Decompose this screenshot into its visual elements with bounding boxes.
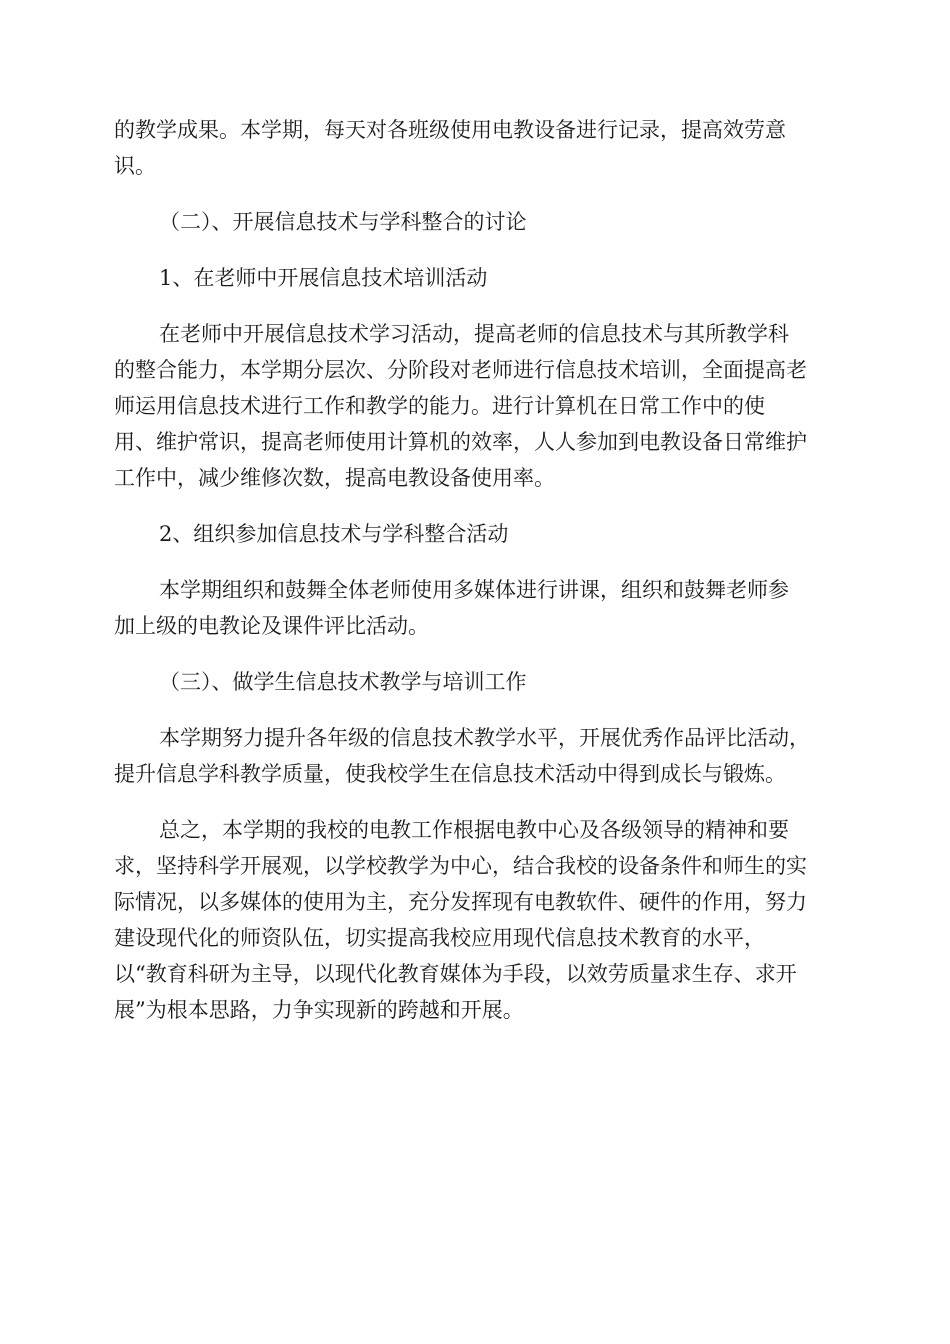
document-page <box>114 112 836 1028</box>
paragraph-item-2 <box>114 572 836 644</box>
paragraph-item-1 <box>114 316 836 496</box>
item-heading-1 <box>114 260 836 296</box>
text-line: 总之，本学期的我校的电教工作根据电教中心及各级领导的精神和要 <box>159 818 789 842</box>
paragraph-summary <box>114 812 836 1028</box>
text-line: 的整合能力，本学期分层次、分阶段对老师进行信息技术培训，全面提高老 <box>114 358 807 382</box>
text-line: 展”为根本思路，力争实现新的跨越和开展。 <box>114 998 524 1022</box>
text-line: （二）、开展信息技术与学科整合的讨论 <box>159 210 527 234</box>
text-line: 在老师中开展信息技术学习活动，提高老师的信息技术与其所教学科 <box>159 322 789 346</box>
text-line: 师运用信息技术进行工作和教学的能力。进行计算机在日常工作中的使 <box>114 394 765 418</box>
text-line: 识。 <box>114 154 156 178</box>
text-line: 2、组织参加信息技术与学科整合活动 <box>159 522 509 546</box>
text-line: 本学期组织和鼓舞全体老师使用多媒体进行讲课，组织和鼓舞老师参 <box>159 578 789 602</box>
section-heading-3 <box>114 664 836 700</box>
paragraph-continuation <box>114 112 836 184</box>
text-line: 1、在老师中开展信息技术培训活动 <box>159 266 488 290</box>
text-line: 的教学成果。本学期，每天对各班级使用电教设备进行记录，提高效劳意 <box>114 118 786 142</box>
text-line: 以“教育科研为主导，以现代化教育媒体为手段，以效劳质量求生存、求开 <box>114 962 797 986</box>
text-line: 求，坚持科学开展观，以学校教学为中心，结合我校的设备条件和师生的实 <box>114 854 807 878</box>
item-heading-2 <box>114 516 836 552</box>
section-heading-2 <box>114 204 836 240</box>
text-line: 加上级的电教论及课件评比活动。 <box>114 614 429 638</box>
text-line: 建设现代化的师资队伍，切实提高我校应用现代信息技术教育的水平， <box>114 926 765 950</box>
text-line: 用、维护常识，提高老师使用计算机的效率，人人参加到电教设备日常维护 <box>114 430 807 454</box>
text-line: （三）、做学生信息技术教学与培训工作 <box>159 670 527 694</box>
paragraph-section-3 <box>114 720 836 792</box>
text-line: 工作中，减少维修次数，提高电教设备使用率。 <box>114 466 555 490</box>
text-line: 际情况，以多媒体的使用为主，充分发挥现有电教软件、硬件的作用，努力 <box>114 890 807 914</box>
text-line: 本学期努力提升各年级的信息技术教学水平，开展优秀作品评比活动， <box>159 726 810 750</box>
text-line: 提升信息学科教学质量，使我校学生在信息技术活动中得到成长与锻炼。 <box>114 762 786 786</box>
